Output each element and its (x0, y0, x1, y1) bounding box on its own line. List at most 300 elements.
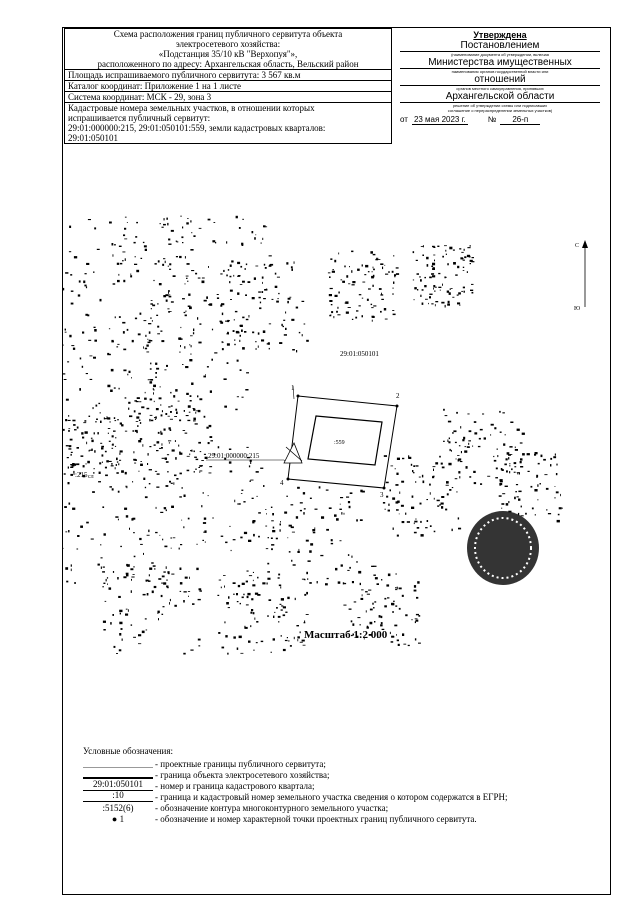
photo-speck (148, 453, 149, 456)
photo-speck (452, 297, 454, 298)
photo-speck (392, 636, 394, 637)
photo-speck (309, 582, 312, 584)
photo-speck (190, 395, 192, 397)
photo-speck (150, 303, 153, 304)
photo-speck (174, 416, 177, 417)
photo-speck (109, 441, 111, 442)
photo-speck (125, 472, 127, 475)
photo-speck (103, 583, 105, 584)
photo-speck (113, 283, 116, 284)
photo-speck (114, 387, 116, 388)
photo-speck (396, 634, 397, 635)
photo-speck (417, 273, 420, 275)
photo-speck (173, 395, 175, 398)
photo-speck (510, 422, 513, 424)
photo-speck (157, 303, 158, 305)
photo-speck (195, 412, 196, 414)
photo-speck (360, 583, 361, 585)
photo-speck (199, 323, 201, 324)
photo-speck (272, 513, 274, 515)
photo-speck (89, 450, 90, 452)
photo-speck (278, 616, 281, 618)
photo-speck (534, 454, 536, 456)
photo-speck (153, 389, 155, 390)
photo-speck (474, 432, 477, 434)
photo-speck (458, 458, 461, 460)
photo-speck (357, 617, 360, 618)
photo-speck (230, 276, 232, 278)
photo-speck (176, 478, 178, 480)
photo-speck (244, 626, 245, 628)
photo-speck (191, 353, 192, 354)
photo-speck (142, 631, 145, 634)
photo-speck (522, 433, 525, 435)
photo-speck (82, 437, 84, 439)
photo-speck (172, 449, 175, 451)
photo-speck (128, 402, 130, 404)
photo-speck (93, 272, 95, 273)
photo-speck (556, 473, 558, 475)
photo-speck (356, 519, 358, 521)
photo-speck (96, 405, 98, 407)
photo-speck (151, 420, 154, 422)
photo-speck (331, 543, 333, 544)
photo-speck (184, 410, 185, 412)
photo-speck (330, 258, 332, 260)
photo-speck (236, 216, 238, 219)
photo-speck (473, 471, 476, 473)
photo-speck (125, 217, 127, 218)
photo-speck (234, 319, 235, 320)
photo-speck (143, 594, 146, 596)
photo-speck (167, 223, 168, 226)
photo-speck (360, 624, 361, 625)
photo-speck (127, 222, 128, 223)
photo-speck (405, 614, 407, 616)
photo-speck (242, 347, 245, 350)
photo-speck (197, 395, 198, 397)
photo-speck (161, 583, 163, 584)
photo-speck (243, 501, 245, 502)
photo-speck (304, 324, 306, 325)
photo-speck (340, 540, 342, 541)
photo-speck (494, 427, 496, 429)
photo-speck (91, 539, 94, 540)
photo-speck (159, 397, 162, 399)
photo-speck (163, 582, 166, 584)
photo-speck (460, 257, 463, 259)
photo-speck (414, 299, 415, 300)
photo-speck (285, 640, 288, 641)
photo-speck (233, 582, 236, 584)
photo-speck (299, 332, 301, 333)
photo-speck (360, 490, 362, 493)
photo-speck (437, 246, 439, 247)
photo-speck (364, 274, 366, 275)
photo-speck (289, 525, 292, 527)
photo-speck (288, 298, 291, 300)
photo-speck (509, 463, 510, 464)
photo-speck (402, 633, 404, 636)
photo-speck (130, 274, 131, 275)
photo-speck (86, 522, 89, 524)
photo-speck (546, 509, 548, 510)
photo-speck (67, 457, 69, 458)
photo-speck (240, 537, 242, 539)
photo-speck (115, 467, 116, 469)
photo-speck (290, 645, 292, 647)
photo-speck (351, 556, 352, 558)
photo-speck (365, 591, 368, 592)
photo-speck (272, 299, 274, 300)
photo-speck (137, 397, 140, 399)
photo-speck (103, 621, 106, 623)
photo-speck (230, 265, 232, 267)
photo-speck (300, 631, 301, 633)
photo-speck (169, 269, 171, 270)
photo-speck (535, 514, 536, 515)
photo-speck (225, 635, 227, 637)
north-arrow-head (582, 240, 588, 248)
photo-speck (117, 577, 119, 580)
photo-speck (391, 603, 394, 605)
photo-speck (264, 226, 267, 227)
photo-speck (515, 449, 518, 451)
photo-speck (429, 484, 431, 486)
photo-speck (190, 220, 191, 222)
photo-speck (543, 459, 546, 461)
photo-speck (447, 493, 449, 495)
photo-speck (147, 339, 148, 340)
photo-speck (449, 438, 450, 440)
photo-speck (97, 432, 99, 434)
photo-speck (250, 625, 251, 627)
photo-speck (470, 260, 473, 262)
photo-speck (361, 589, 364, 590)
photo-speck (228, 269, 229, 271)
photo-speck (235, 311, 238, 312)
photo-speck (264, 289, 267, 291)
photo-speck (343, 582, 344, 584)
photo-speck (119, 388, 120, 390)
photo-speck (281, 598, 284, 601)
photo-speck (134, 242, 136, 244)
photo-speck (170, 392, 171, 394)
cadastral-line: Кадастровые номера земельных участков, в отношении которых (68, 103, 315, 113)
photo-speck (395, 587, 396, 588)
photo-speck (168, 416, 170, 417)
photo-speck (438, 273, 440, 274)
photo-speck (126, 486, 127, 488)
photo-speck (186, 278, 187, 279)
photo-speck (109, 587, 112, 589)
photo-speck (441, 496, 444, 498)
photo-speck (105, 601, 107, 602)
photo-speck (348, 283, 350, 284)
photo-speck (252, 498, 254, 499)
photo-speck (196, 410, 197, 411)
photo-speck (464, 256, 466, 258)
photo-speck (73, 424, 76, 426)
photo-speck (192, 603, 195, 605)
photo-speck (100, 443, 102, 444)
photo-speck (334, 514, 337, 516)
south-label: Ю (574, 306, 581, 312)
photo-speck (125, 258, 126, 261)
photo-speck (408, 457, 411, 459)
photo-speck (399, 514, 400, 515)
photo-speck (102, 462, 103, 464)
photo-speck (198, 467, 200, 468)
photo-speck (265, 526, 267, 527)
photo-speck (198, 645, 200, 646)
photo-speck (94, 450, 95, 453)
photo-speck (143, 478, 145, 480)
photo-speck (222, 348, 224, 350)
photo-speck (65, 567, 68, 570)
photo-speck (212, 329, 213, 331)
photo-speck (79, 388, 81, 391)
photo-speck (182, 487, 183, 489)
photo-speck (267, 615, 269, 616)
photo-speck (261, 242, 262, 244)
photo-speck (304, 621, 305, 623)
photo-speck (520, 466, 523, 468)
photo-speck (381, 293, 382, 295)
photo-speck (434, 531, 436, 533)
photo-speck (416, 597, 418, 599)
photo-speck (98, 481, 101, 482)
photo-speck (396, 473, 398, 475)
photo-speck (472, 257, 475, 258)
photo-speck (237, 396, 239, 397)
photo-speck (237, 360, 239, 362)
photo-speck (73, 348, 75, 350)
photo-speck (337, 307, 338, 309)
photo-speck (285, 312, 286, 314)
photo-speck (518, 491, 521, 493)
photo-speck (259, 307, 261, 309)
photo-speck (147, 593, 149, 596)
photo-speck (393, 528, 394, 530)
photo-speck (306, 540, 309, 542)
photo-speck (106, 460, 109, 462)
photo-speck (195, 423, 198, 424)
photo-speck (449, 489, 451, 491)
photo-speck (393, 288, 394, 289)
photo-speck (531, 486, 533, 488)
photo-speck (330, 315, 331, 316)
approval-line: отношений (400, 74, 600, 86)
photo-speck (189, 412, 191, 413)
photo-speck (236, 593, 238, 595)
photo-speck (468, 443, 469, 445)
photo-speck (237, 648, 239, 650)
photo-speck (396, 267, 399, 268)
photo-speck (433, 267, 435, 269)
photo-speck (193, 329, 194, 332)
photo-speck (162, 576, 165, 578)
photo-speck (328, 272, 331, 273)
photo-speck (395, 574, 397, 575)
photo-speck (472, 292, 474, 294)
photo-speck (188, 518, 190, 520)
photo-speck (184, 346, 185, 348)
photo-speck (149, 568, 152, 570)
photo-speck (68, 482, 70, 484)
photo-speck (228, 607, 230, 608)
photo-speck (169, 481, 171, 483)
photo-speck (467, 271, 468, 273)
point-marker (287, 478, 290, 481)
photo-speck (379, 615, 381, 618)
photo-speck (146, 352, 149, 353)
photo-speck (167, 587, 169, 588)
photo-speck (415, 618, 418, 619)
photo-speck (390, 489, 392, 491)
photo-speck (467, 414, 469, 415)
photo-speck (110, 622, 112, 625)
photo-speck (150, 317, 151, 319)
photo-speck (226, 602, 229, 605)
photo-speck (194, 451, 195, 453)
photo-speck (69, 503, 71, 505)
photo-speck (168, 440, 171, 441)
photo-speck (231, 550, 232, 551)
photo-speck (514, 462, 517, 464)
photo-speck (271, 548, 273, 550)
point-marker (297, 395, 300, 398)
photo-speck (420, 503, 422, 505)
legend-item (83, 780, 608, 791)
photo-speck (399, 588, 402, 590)
photo-speck (149, 483, 151, 484)
photo-speck (87, 461, 90, 464)
photo-speck (112, 488, 114, 490)
photo-speck (229, 526, 230, 527)
photo-speck (297, 636, 300, 638)
photo-speck (317, 581, 318, 583)
photo-speck (429, 296, 431, 298)
photo-speck (68, 430, 70, 432)
photo-speck (441, 463, 443, 465)
photo-speck (173, 275, 176, 277)
photo-speck (239, 227, 241, 229)
photo-speck (281, 324, 282, 326)
photo-speck (314, 527, 315, 529)
photo-speck (145, 392, 146, 393)
legend-text: - граница и кадастровый номер земельного участка сведения о котором содержатся в ЕГРН; (155, 792, 508, 802)
photo-speck (242, 583, 245, 585)
photo-speck (283, 606, 286, 608)
photo-speck (319, 486, 321, 488)
photo-speck (184, 312, 186, 313)
photo-speck (464, 450, 467, 452)
photo-speck (160, 223, 161, 224)
photo-speck (413, 280, 414, 281)
photo-speck (425, 527, 428, 528)
photo-speck (85, 273, 87, 274)
photo-speck (270, 264, 273, 266)
photo-speck (117, 263, 119, 265)
photo-speck (127, 374, 128, 376)
photo-speck (149, 446, 151, 447)
photo-speck (240, 284, 243, 285)
photo-speck (430, 525, 432, 527)
photo-speck (534, 489, 537, 492)
photo-speck (155, 372, 157, 374)
photo-speck (308, 560, 311, 562)
photo-speck (225, 321, 228, 322)
photo-speck (125, 431, 127, 432)
photo-speck (171, 548, 172, 549)
photo-speck (139, 538, 141, 540)
photo-speck (505, 434, 506, 435)
photo-speck (505, 486, 508, 487)
photo-speck (154, 444, 156, 445)
photo-speck (69, 226, 71, 228)
photo-speck (126, 564, 128, 566)
photo-speck (391, 641, 394, 643)
photo-speck (419, 477, 421, 478)
photo-speck (124, 508, 127, 510)
photo-speck (381, 622, 383, 624)
photo-speck (455, 442, 457, 443)
legend-item (83, 802, 608, 813)
photo-speck (392, 271, 394, 273)
photo-speck (94, 468, 95, 469)
photo-speck (252, 231, 254, 233)
photo-speck (83, 465, 85, 467)
photo-speck (106, 579, 107, 582)
photo-speck (220, 305, 222, 307)
photo-speck (91, 440, 93, 443)
photo-speck (155, 377, 157, 378)
photo-speck (193, 420, 196, 421)
photo-speck (470, 290, 473, 291)
photo-speck (293, 564, 296, 565)
photo-speck (167, 454, 169, 455)
photo-speck (411, 619, 412, 620)
photo-speck (356, 310, 358, 311)
photo-speck (183, 526, 184, 528)
photo-speck (119, 453, 120, 455)
photo-speck (329, 276, 331, 278)
photo-speck (341, 279, 343, 280)
photo-speck (128, 609, 129, 612)
photo-speck (263, 485, 265, 487)
photo-speck (372, 316, 375, 318)
photo-speck (186, 393, 189, 395)
photo-speck (68, 420, 71, 421)
photo-speck (326, 490, 329, 491)
photo-speck (520, 442, 523, 443)
photo-speck (385, 319, 388, 320)
photo-speck (381, 579, 382, 581)
photo-speck (153, 385, 156, 388)
photo-speck (433, 469, 434, 471)
photo-speck (165, 261, 166, 263)
photo-speck (186, 415, 189, 416)
photo-speck (338, 253, 339, 255)
photo-speck (414, 590, 417, 592)
photo-speck (267, 571, 270, 572)
photo-speck (156, 487, 159, 488)
photo-speck (375, 259, 378, 260)
photo-speck (85, 431, 88, 434)
photo-speck (187, 263, 190, 265)
photo-speck (458, 292, 461, 294)
